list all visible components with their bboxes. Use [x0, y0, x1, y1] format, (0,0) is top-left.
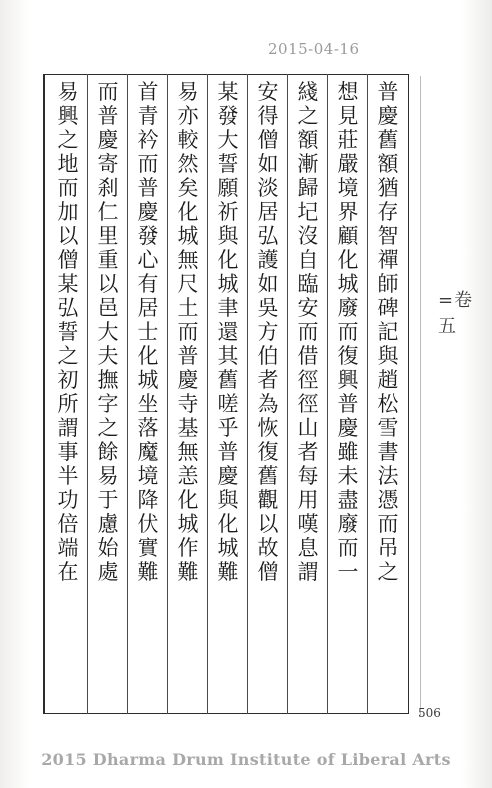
column-divider [287, 74, 288, 714]
column-divider [247, 74, 248, 714]
column-divider [207, 74, 208, 714]
date-stamp: 2015-04-16 [268, 40, 360, 58]
text-column: 易 興 之 地 而 加 以 僧 某 弘 誓 之 初 所 謂 事 半 功 倍 端 在 [57, 80, 79, 584]
volume-edge-mark: =卷五 [438, 290, 474, 337]
column-divider [127, 74, 128, 714]
column-divider [327, 74, 328, 714]
watermark-footer: 2015 Dharma Drum Institute of Liberal Arts [41, 750, 451, 769]
column-divider [167, 74, 168, 714]
text-column: 首 青 衿 而 普 慶 發 心 有 居 士 化 城 坐 落 魔 境 降 伏 實 難 [137, 80, 159, 584]
text-column: 而 普 慶 寄 刹 仁 里 重 以 邑 大 夫 撫 字 之 餘 易 于 慮 始 處 [97, 80, 119, 584]
page-number: 506 [418, 706, 441, 720]
text-column: 綫 之 額 漸 歸 圮 沒 自 臨 安 而 借 徑 徑 山 者 每 用 嘆 息 謂 [297, 80, 319, 584]
column-divider [87, 74, 88, 714]
text-column: 想 見 莊 嚴 境 界 顧 化 城 廢 而 復 興 普 慶 雖 未 盡 廢 而 一 [337, 80, 359, 584]
column-divider [367, 74, 368, 714]
text-column: 普 慶 舊 額 猶 存 智 禪 師 碑 記 與 趙 松 雪 書 法 憑 而 吊 之 [377, 80, 399, 584]
text-column: 安 得 僧 如 淡 居 弘 護 如 吳 方 伯 者 為 恢 復 舊 觀 以 故 僧 [257, 80, 279, 584]
text-column: 易 亦 較 然 矣 化 城 無 尺 土 而 普 慶 寺 基 無 恙 化 城 作 難 [177, 80, 199, 584]
text-column: 某 發 大 誓 願 祈 與 化 城 聿 還 其 舊 嗟 乎 普 慶 與 化 城 難 [217, 80, 239, 584]
edge-rule [420, 76, 421, 716]
